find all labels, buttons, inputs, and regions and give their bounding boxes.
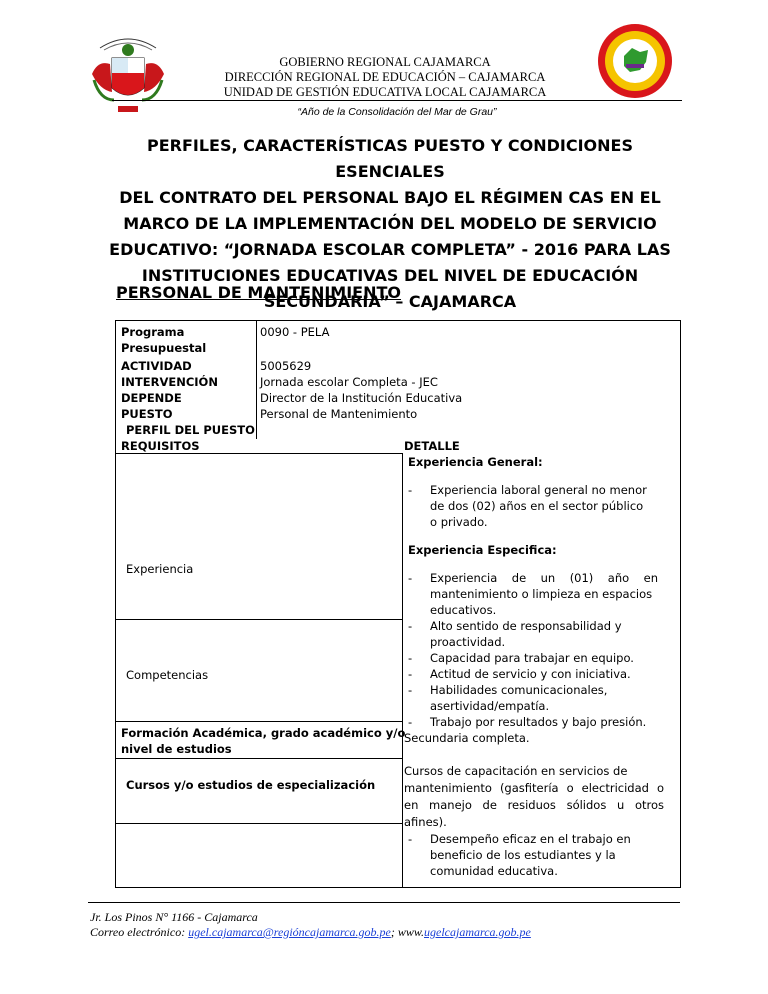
title-line-1: PERFILES, CARACTERÍSTICAS PUESTO Y CONDICIONES ESENCIALES — [147, 136, 633, 181]
page-header — [0, 0, 768, 130]
otro-line-3: comunidad educativa. — [430, 864, 558, 878]
comp-1-line-2: proactividad. — [430, 635, 506, 649]
email-prefix: Correo electrónico: — [90, 925, 189, 939]
row-divider-1 — [116, 619, 402, 620]
row-divider-2 — [116, 721, 402, 722]
bullet-dash: - — [408, 483, 413, 497]
exp-general-line-1: Experiencia laboral general no menor — [430, 483, 647, 497]
cursos-label: Cursos y/o estudios de especialización — [126, 778, 376, 792]
programa-value: 0090 - PELA — [260, 325, 330, 339]
comp-4-line-1: Habilidades comunicacionales, — [430, 683, 608, 697]
exp-esp-line-3: educativos. — [430, 603, 497, 617]
bullet-dash: - — [408, 715, 413, 729]
competencias-label: Competencias — [126, 668, 209, 682]
year-motto: “Año de la Consolidación del Mar de Grau” — [297, 106, 497, 118]
page-footer — [90, 910, 690, 940]
title-line-5: INSTITUCIONES EDUCATIVAS DEL NIVEL DE EDUCACIÓN — [141, 266, 639, 285]
depende-value: Director de la Institución Educativa — [260, 391, 463, 405]
profile-table — [115, 320, 681, 888]
document-subtitle: PERSONAL DE MANTENIMIENTO — [116, 283, 402, 302]
perfil-label: PERFIL DEL PUESTO — [126, 423, 255, 437]
footer-contact — [90, 925, 690, 940]
title-line-6: SECUNDARIA” – CAJAMARCA — [263, 292, 517, 311]
org-line-2: DIRECCIÓN REGIONAL DE EDUCACIÓN – CAJAMARCA — [224, 70, 546, 84]
org-line-1: GOBIERNO REGIONAL CAJAMARCA — [279, 55, 491, 69]
web-prefix: ; www. — [390, 925, 424, 939]
exp-esp-line-2: mantenimiento o limpieza en espacios — [430, 587, 653, 601]
org-line-3: UNIDAD DE GESTIÓN EDUCATIVA LOCAL CAJAMARCA — [223, 85, 547, 99]
bullet-dash: - — [408, 619, 413, 633]
depende-label: DEPENDE — [121, 391, 182, 405]
exp-general-line-2: de dos (02) años en el sector público — [430, 499, 644, 513]
exp-general-item — [408, 482, 658, 530]
programa-label-line-2: Presupuestal — [121, 341, 207, 355]
competencia-item-5 — [408, 714, 668, 730]
competencia-item-2 — [408, 650, 658, 666]
footer-divider — [88, 902, 680, 903]
cursos-line-1: Cursos de capacitación en servicios de — [404, 764, 628, 778]
title-line-3: MARCO DE LA IMPLEMENTACIÓN DEL MODELO DE SERVICIO — [123, 214, 657, 233]
comp-1-line-1: Alto sentido de responsabilidad y — [430, 619, 622, 633]
organization-heading — [180, 55, 590, 100]
formacion-value: Secundaria completa. — [404, 731, 530, 745]
formacion-label-line-1: Formación Académica, grado académico y/o — [121, 726, 406, 740]
programa-label-line-1: Programa — [121, 325, 185, 339]
comp-2-text: Capacidad para trabajar en equipo. — [430, 651, 634, 665]
otro-line-2: beneficio de los estudiantes y la — [430, 848, 616, 862]
formacion-label-line-2: nivel de estudios — [121, 742, 232, 756]
ugel-seal-icon — [596, 22, 674, 100]
email-link[interactable]: ugel.cajamarca@regióncajamarca.gob.pe — [188, 925, 391, 939]
cursos-line-4: afines). — [404, 815, 447, 829]
exp-general-title: Experiencia General: — [408, 455, 543, 469]
exp-especifica-title: Experiencia Especifica: — [408, 543, 557, 557]
row-divider-3 — [116, 758, 402, 759]
title-line-4: EDUCATIVO: “JORNADA ESCOLAR COMPLETA” - 2016 PARA LAS — [109, 240, 671, 259]
formacion-label — [121, 725, 405, 757]
bullet-dash: - — [408, 571, 413, 585]
comp-4-line-2: asertividad/empatía. — [430, 699, 550, 713]
detalle-header: DETALLE — [404, 439, 460, 453]
otro-line-1: Desempeño eficaz en el trabajo en — [430, 832, 631, 846]
comp-3-text: Actitud de servicio y con iniciativa. — [430, 667, 631, 681]
peru-coat-of-arms-icon — [88, 30, 168, 118]
cursos-value — [404, 763, 664, 831]
comp-5-text: Trabajo por resultados y bajo presión. — [430, 715, 647, 729]
puesto-label: PUESTO — [121, 407, 173, 421]
desempeno-item — [408, 831, 658, 879]
bullet-dash: - — [408, 651, 413, 665]
header-divider — [112, 100, 682, 101]
title-line-2: DEL CONTRATO DEL PERSONAL BAJO EL RÉGIMEN CAS EN EL — [119, 188, 661, 207]
competencia-item-3 — [408, 666, 658, 682]
cursos-line-2: mantenimiento (gasfitería o electricidad o — [404, 781, 664, 795]
intervencion-label: INTERVENCIÓN — [121, 375, 218, 389]
website-link[interactable]: ugelcajamarca.gob.pe — [424, 925, 531, 939]
experiencia-label: Experiencia — [126, 562, 194, 576]
competencia-item-4 — [408, 682, 658, 714]
requisitos-underline — [116, 453, 402, 454]
actividad-value: 5005629 — [260, 359, 312, 373]
bullet-dash: - — [408, 667, 413, 681]
cursos-line-3: en manejo de residuos sólidos u otros — [404, 798, 664, 812]
puesto-value: Personal de Mantenimiento — [260, 407, 418, 421]
row-divider-4 — [116, 823, 402, 824]
exp-general-line-3: o privado. — [430, 515, 488, 529]
exp-esp-line-1: Experiencia de un (01) año en — [430, 571, 658, 585]
info-divider — [256, 321, 257, 439]
actividad-label: ACTIVIDAD — [121, 359, 192, 373]
programa-label — [121, 324, 206, 356]
column-divider — [402, 453, 403, 887]
competencia-item-1 — [408, 618, 658, 650]
bullet-dash: - — [408, 832, 413, 846]
exp-especifica-item — [408, 570, 658, 618]
intervencion-value: Jornada escolar Completa - JEC — [260, 375, 438, 389]
requisitos-header: REQUISITOS — [121, 439, 200, 453]
footer-address: Jr. Los Pinos N° 1166 - Cajamarca — [90, 910, 258, 924]
bullet-dash: - — [408, 683, 413, 697]
